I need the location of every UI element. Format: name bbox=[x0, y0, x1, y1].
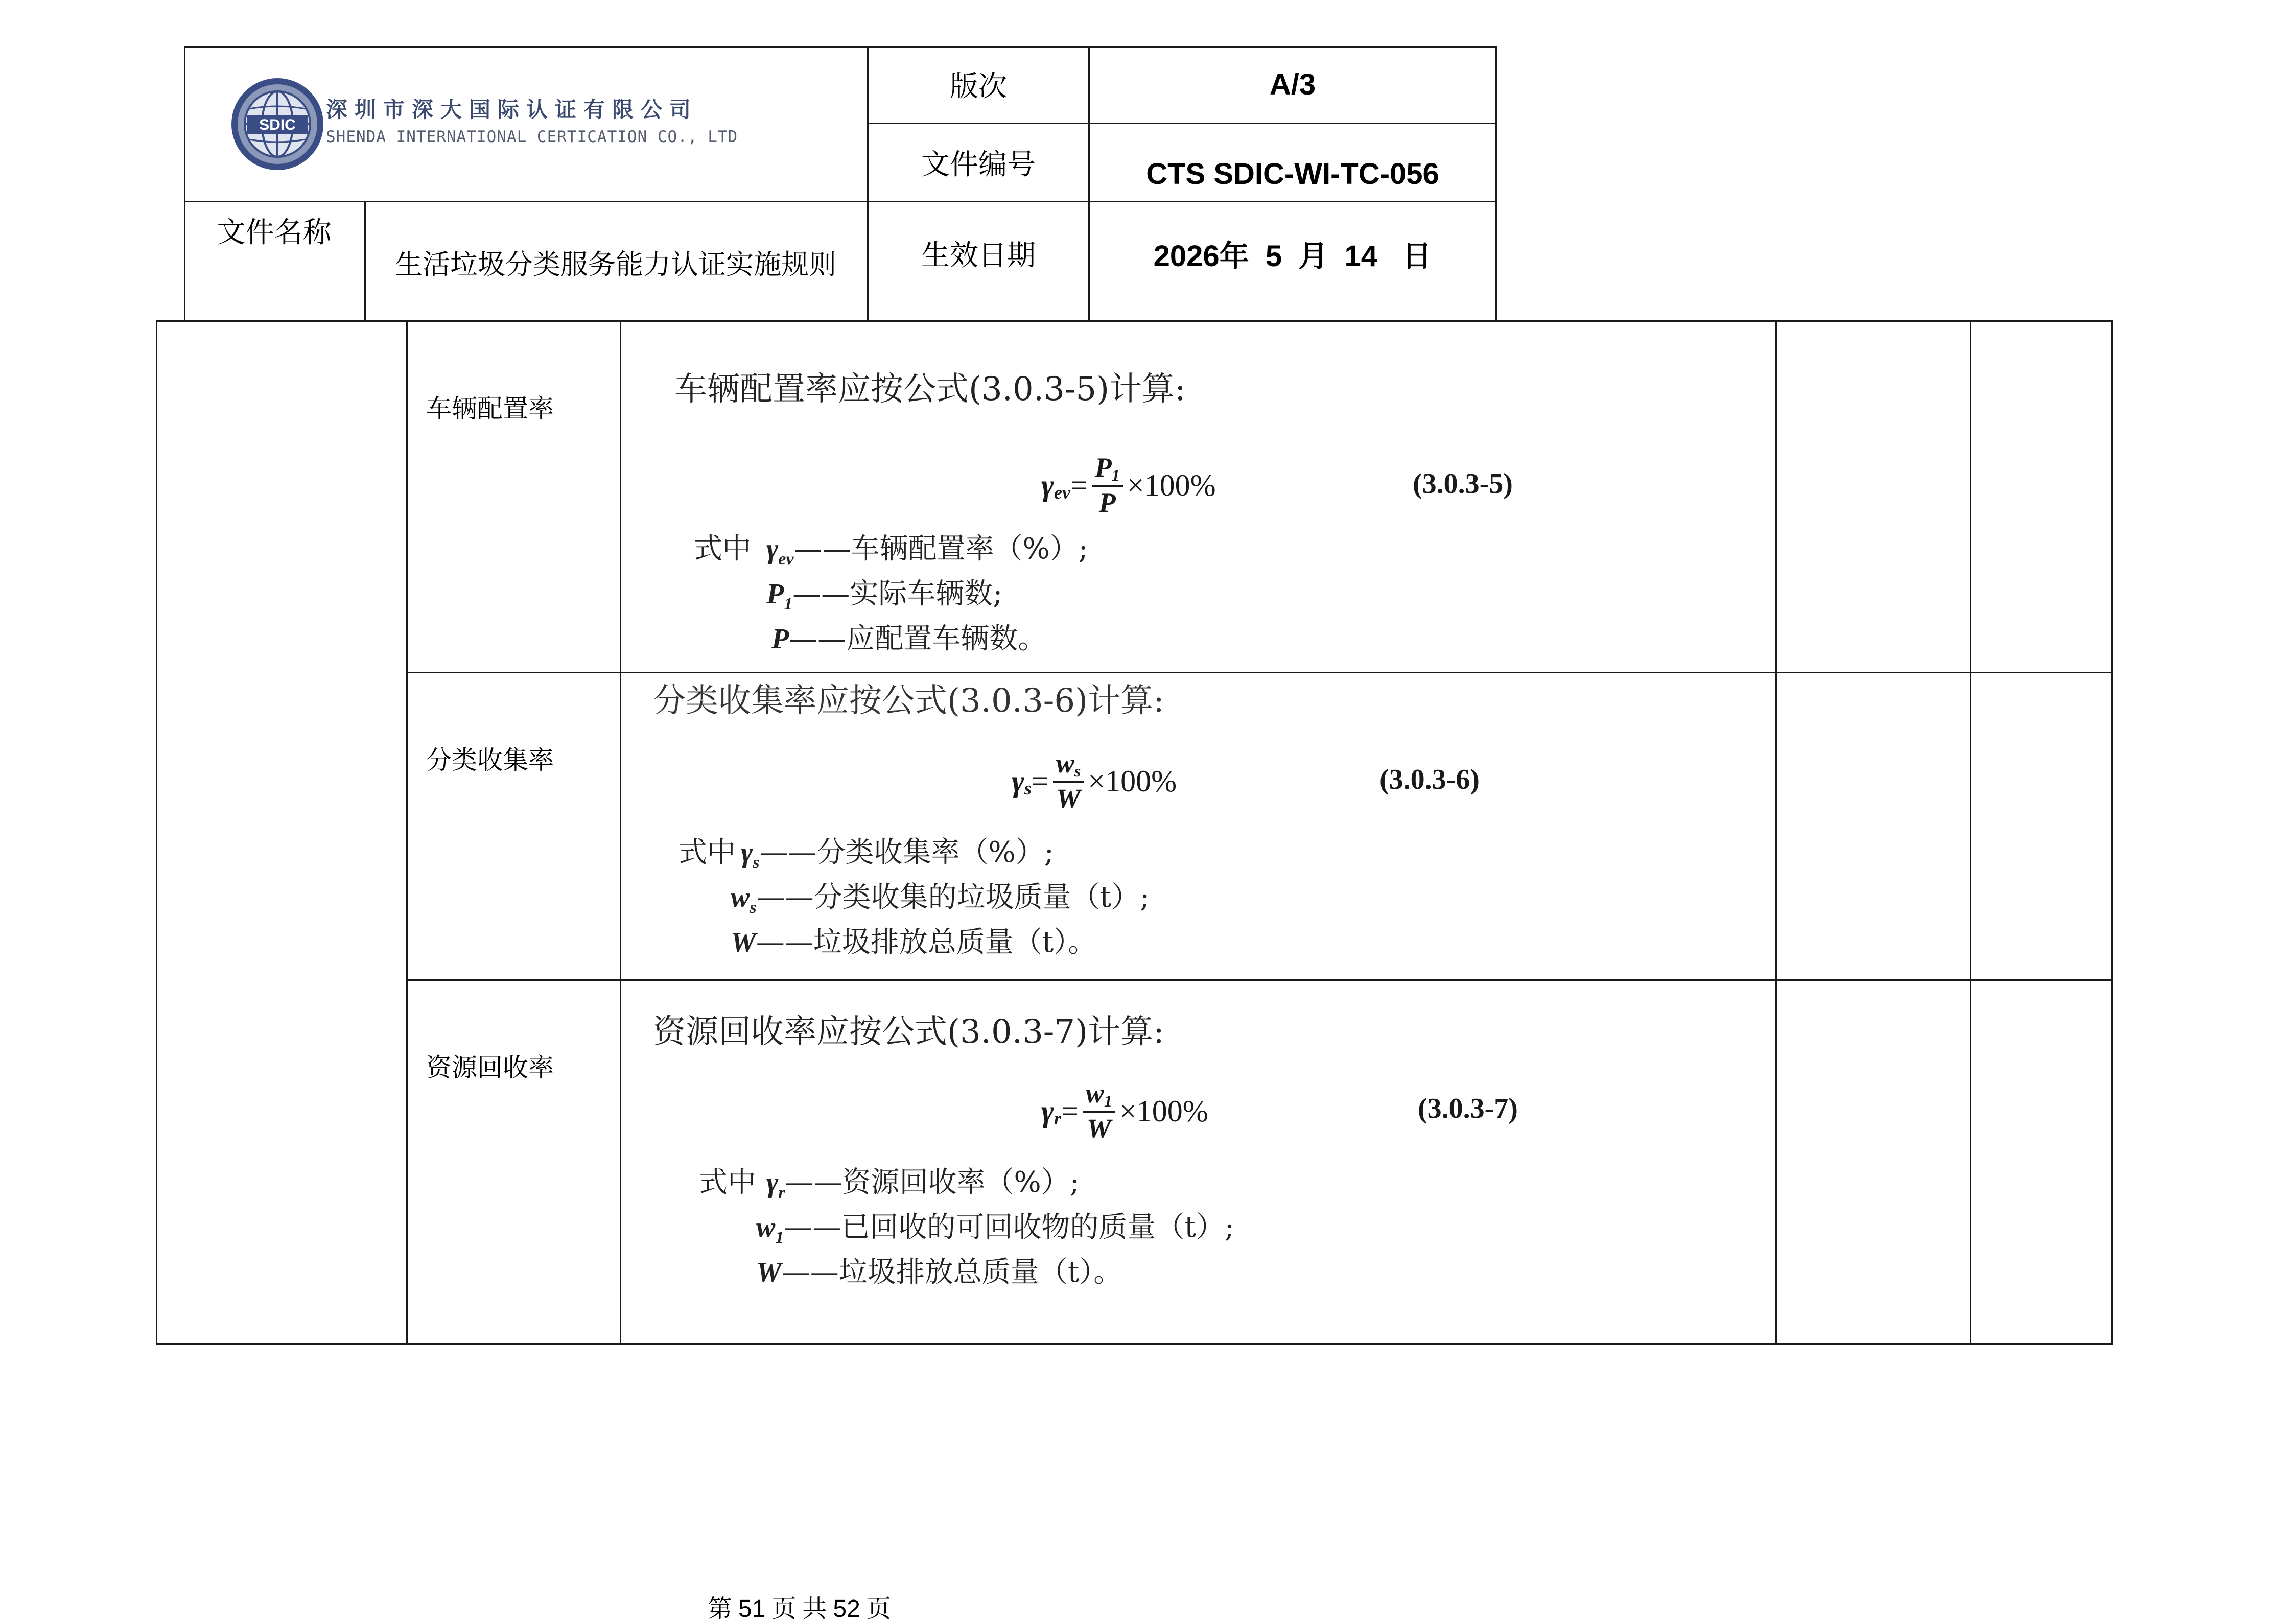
legend-item: $w_s——$分类收集的垃圾质量（t）; bbox=[731, 881, 1150, 917]
effective-date-label: 生效日期 bbox=[921, 239, 1036, 272]
svg-text:SDIC: SDIC bbox=[259, 116, 296, 133]
company-name-cn: 深圳市深大国际认证有限公司 bbox=[326, 97, 698, 122]
legend-item: $\gamma_s——$分类收集率（%）; bbox=[741, 836, 1054, 872]
formula-fraction: $\frac{P1}{P}$ bbox=[1092, 453, 1123, 518]
formula-equation: γ r = $\frac{w1}{W}$ ×100% bbox=[1041, 1077, 1208, 1144]
doc-number-label: 文件编号 bbox=[921, 148, 1036, 181]
bleed-through-text bbox=[781, 720, 1256, 732]
legend-item: $\gamma_{ev}——$车辆配置率（%）; bbox=[766, 532, 1088, 569]
row-label: 车辆配置率 bbox=[426, 394, 554, 423]
effective-date-value: 2026年 5 月 14 日 bbox=[1153, 240, 1432, 273]
table-row bbox=[408, 322, 2111, 672]
doc-number-value: CTS SDIC-WI-TC-056 bbox=[1146, 157, 1439, 191]
criteria-table bbox=[156, 320, 2113, 1345]
version-value: A/3 bbox=[1269, 67, 1316, 101]
table-row bbox=[408, 981, 2111, 1343]
legend-item: $\gamma_r——$资源回收率（%）; bbox=[766, 1166, 1080, 1202]
globe-logo-icon bbox=[229, 76, 326, 173]
legend-item: W——垃圾排放总质量（t）。 bbox=[756, 1256, 1122, 1289]
formula-fraction: $\frac{w1}{W}$ bbox=[1083, 1079, 1115, 1144]
equation-number: (3.0.3-6) bbox=[1379, 764, 1480, 795]
document-header bbox=[184, 46, 1497, 322]
legend-item: W——垃圾排放总质量（t）。 bbox=[731, 926, 1097, 959]
company-name-en: SHENDA INTERNATIONAL CERTICATION CO., LTD bbox=[326, 128, 738, 146]
legend-item: $w_1——$已回收的可回收物的质量（t）; bbox=[756, 1211, 1234, 1247]
formula-where-label: 式中 bbox=[694, 532, 751, 566]
formula-title: 分类收集率应按公式(3.0.3-6)计算: bbox=[653, 682, 1164, 720]
formula-where-label: 式中 bbox=[678, 836, 736, 869]
formula-equation: γ ev = $\frac{P1}{P}$ ×100% bbox=[1041, 452, 1216, 518]
formula-fraction: $\frac{ws}{W}$ bbox=[1053, 749, 1084, 814]
page-number: 第 51 页 共 52 页 bbox=[708, 1595, 891, 1622]
formula-title: 资源回收率应按公式(3.0.3-7)计算: bbox=[653, 1013, 1164, 1051]
legend-item: $P_1——$实际车辆数; bbox=[766, 577, 1003, 614]
row-label: 分类收集率 bbox=[426, 745, 554, 775]
table-row bbox=[408, 673, 2111, 979]
version-label: 版次 bbox=[950, 70, 1007, 103]
formula-equation: γ s = $\frac{ws}{W}$ ×100% bbox=[1012, 747, 1177, 814]
formula-where-label: 式中 bbox=[699, 1166, 756, 1199]
company-logo bbox=[229, 76, 326, 173]
file-name-label: 文件名称 bbox=[217, 216, 332, 249]
equation-number: (3.0.3-7) bbox=[1418, 1093, 1518, 1124]
formula-title: 车辆配置率应按公式(3.0.3-5)计算: bbox=[674, 370, 1186, 408]
row-label: 资源回收率 bbox=[426, 1053, 554, 1082]
file-name-value: 生活垃圾分类服务能力认证实施规则 bbox=[395, 248, 836, 280]
equation-number: (3.0.3-5) bbox=[1413, 468, 1513, 500]
legend-item: P——应配置车辆数。 bbox=[771, 622, 1047, 655]
